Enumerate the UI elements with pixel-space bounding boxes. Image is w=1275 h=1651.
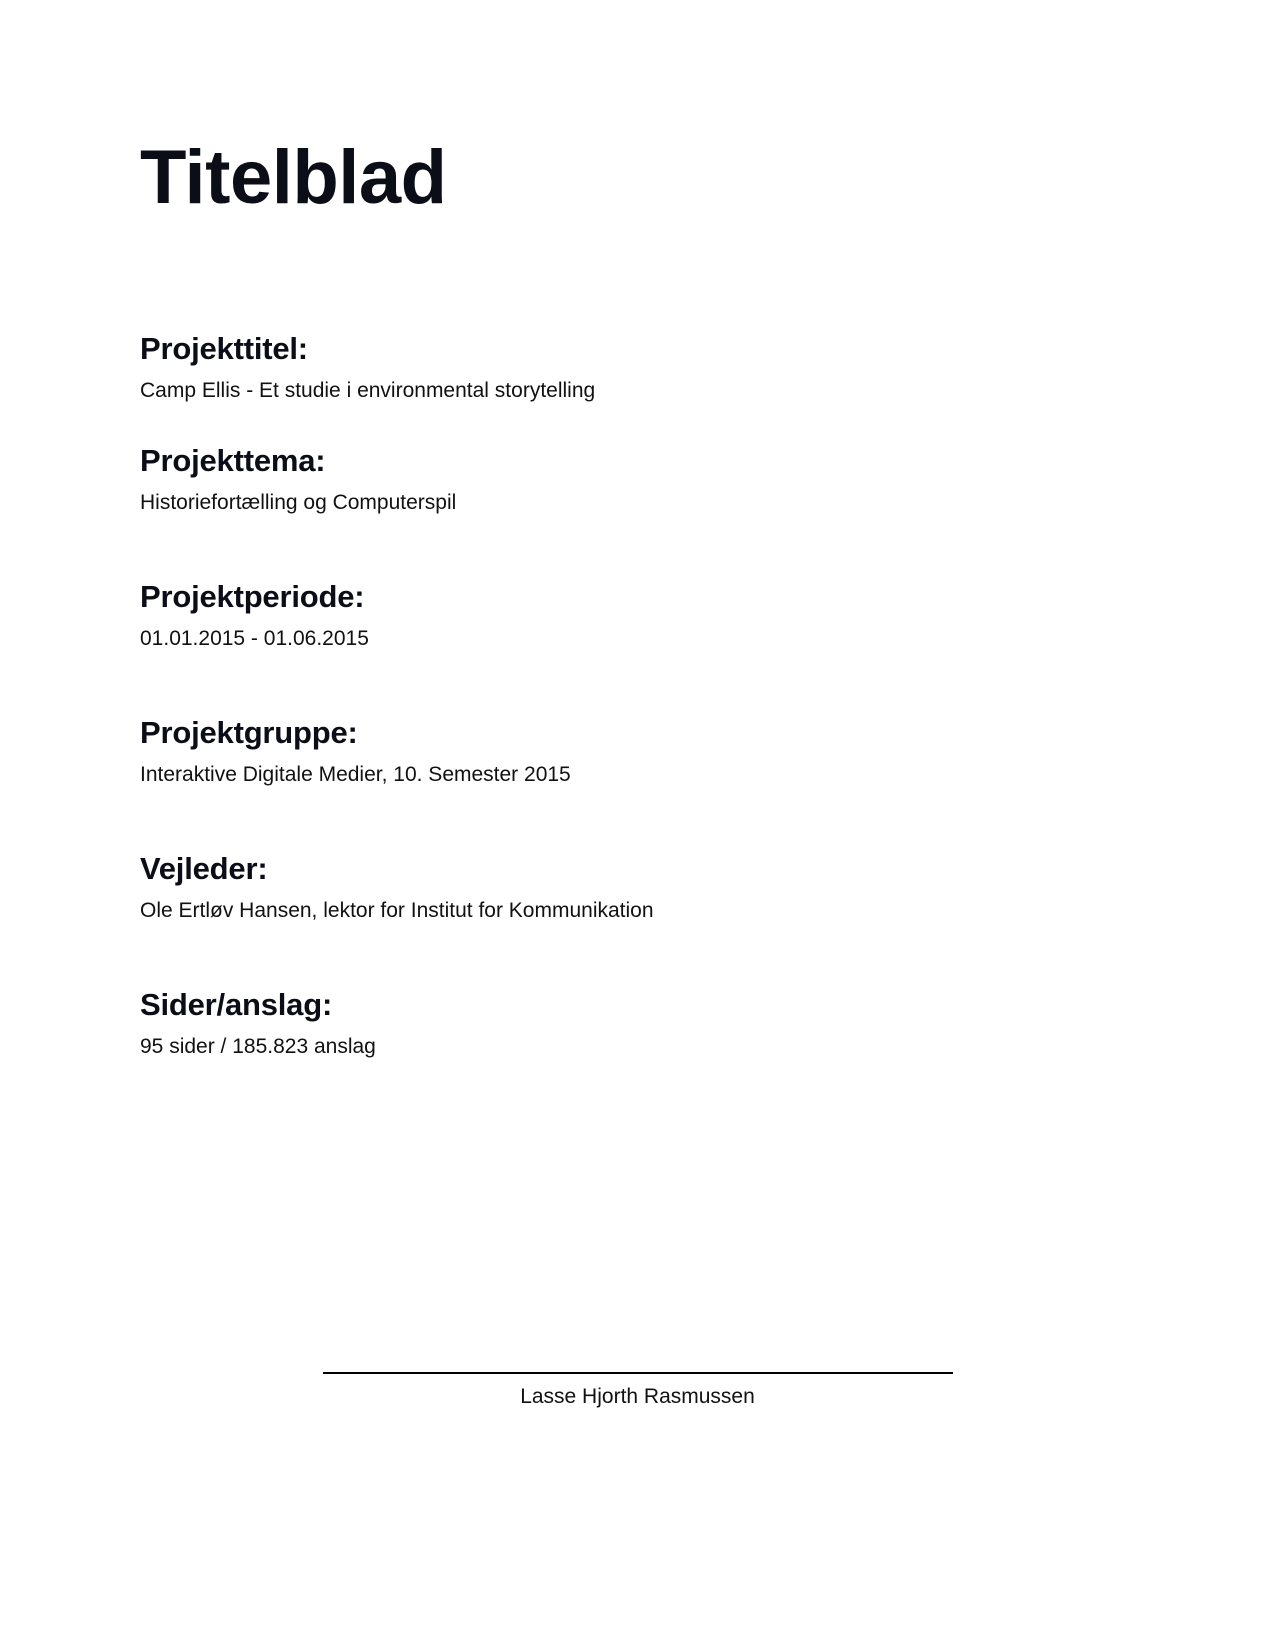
section-value-projektgruppe: Interaktive Digitale Medier, 10. Semester 2015: [140, 762, 571, 786]
signature-name: Lasse Hjorth Rasmussen: [520, 1385, 755, 1408]
section-heading-projekttema: Projekttema:: [140, 442, 326, 478]
section-value-projekttitel: Camp Ellis - Et studie i environmental storytelling: [140, 378, 596, 402]
metadata-section-projekttitel: [140, 330, 1140, 404]
metadata-section-projekttema: [140, 442, 1140, 516]
signature-line: [323, 1372, 953, 1374]
metadata-section-projektgruppe: [140, 714, 1140, 788]
page-title: Titelblad: [140, 135, 447, 220]
section-value-projekttema: Historiefortælling og Computerspil: [140, 490, 457, 514]
metadata-section-projektperiode: [140, 578, 1140, 652]
section-heading-projektperiode: Projektperiode:: [140, 578, 365, 614]
metadata-section-list: [140, 330, 1140, 1060]
document-content: [140, 0, 1140, 1098]
section-heading-sider-anslag: Sider/anslag:: [140, 987, 333, 1023]
metadata-section-sider-anslag: [140, 986, 1140, 1060]
section-heading-projektgruppe: Projektgruppe:: [140, 714, 358, 750]
section-value-vejleder: Ole Ertløv Hansen, lektor for Institut for Kommunikation: [140, 898, 654, 922]
section-value-sider-anslag: 95 sider / 185.823 anslag: [140, 1034, 376, 1058]
section-value-projektperiode: 01.01.2015 - 01.06.2015: [140, 626, 369, 650]
signature-block: [0, 1372, 1275, 1410]
metadata-section-vejleder: [140, 850, 1140, 924]
section-heading-projekttitel: Projekttitel:: [140, 330, 308, 366]
section-heading-vejleder: Vejleder:: [140, 850, 268, 886]
